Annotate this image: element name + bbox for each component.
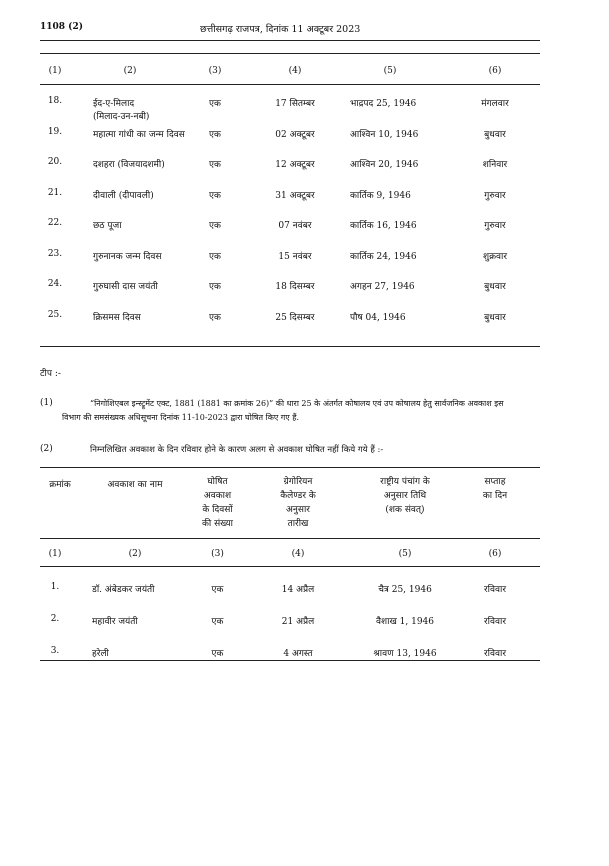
table-cell-days: एक — [209, 282, 221, 292]
column-number: (6) — [488, 66, 502, 76]
table-cell-saka: श्रावण 13, 1946 — [373, 649, 437, 659]
table-cell-date: 4 अगस्त — [283, 649, 313, 659]
table-cell-sn: 25. — [47, 310, 63, 320]
table-cell-day: बुधवार — [484, 282, 506, 292]
table-cell-sn: 23. — [47, 249, 63, 259]
divider — [40, 566, 540, 567]
notes-heading: टीप :- — [40, 369, 61, 379]
table-cell-name: गुरुनानक जन्म दिवस — [93, 252, 162, 262]
table2-header-serial: क्रमांक — [49, 480, 71, 490]
note-1-line-2: विभाग की समसंख्यक अधिसूचना दिनांक 11-10-2023 द्वारा घोषित किए गए हैं. — [62, 413, 300, 422]
table-cell-name: क्रिसमस दिवस — [93, 313, 141, 323]
table-cell-day: रविवार — [483, 617, 507, 627]
table-cell-sn: 21. — [47, 188, 63, 198]
header-line: अनुसार तिथि — [383, 491, 427, 501]
table-cell-days: एक — [211, 585, 224, 595]
table-cell-days: एक — [209, 252, 221, 262]
table-cell-date: 31 अक्टूबर — [275, 191, 315, 201]
table2-header-name: अवकाश का नाम — [107, 480, 163, 490]
column-number: (5) — [398, 549, 412, 559]
header-line: की संख्या — [201, 519, 233, 529]
table-cell-date: 17 सितम्बर — [275, 99, 315, 109]
table-cell-date: 12 अक्टूबर — [275, 160, 315, 170]
header-line: कैलेण्डर के — [280, 491, 316, 501]
page-number: 1108 (2) — [40, 22, 83, 32]
table-cell-day: गुरुवार — [484, 191, 506, 201]
divider — [40, 346, 540, 347]
table-cell-day: गुरुवार — [484, 221, 506, 231]
table-cell-date: 02 अक्टूबर — [275, 130, 315, 140]
divider — [40, 660, 540, 661]
column-number: (2) — [123, 66, 137, 76]
note-1-number: (1) — [40, 398, 53, 408]
table-cell-saka: आश्विन 10, 1946 — [350, 130, 419, 140]
column-number: (4) — [288, 66, 302, 76]
table-cell-name: ईद-ए-मिलाद — [93, 99, 135, 109]
table-cell-saka: चैत्र 25, 1946 — [378, 585, 432, 595]
header-line: राष्ट्रीय पंचांग के — [380, 477, 430, 487]
table-cell-days: एक — [209, 160, 221, 170]
divider — [40, 84, 540, 85]
table-cell-date: 07 नवंबर — [278, 221, 312, 231]
table-cell-sn: 24. — [47, 279, 63, 289]
table-cell-days: एक — [209, 99, 221, 109]
divider — [40, 40, 540, 41]
table-cell-days: एक — [209, 191, 221, 201]
table-cell-days: एक — [209, 130, 221, 140]
column-number: (4) — [291, 549, 305, 559]
table-cell-name: छठ पूजा — [93, 221, 122, 231]
note-1-line-1: “निगोशिएबल इन्स्ट्रूमेंट एक्ट, 1881 (1881 का क्रमांक 26)” की धारा 25 के अंतर्गत कोषालय एवं उप कोषालय हेतु सार्वजनिक अवकाश इस — [90, 399, 504, 408]
table-cell-days: एक — [211, 617, 224, 627]
table-cell-saka: भाद्रपद 25, 1946 — [350, 99, 417, 109]
table-cell-name: डॉ. अंबेडकर जयंती — [92, 585, 155, 595]
table2-header-saka — [350, 475, 460, 517]
column-number: (1) — [48, 66, 62, 76]
table-cell-saka: पौष 04, 1946 — [350, 313, 406, 323]
table2-header-date — [258, 475, 338, 531]
header-line: (शक संवत्) — [385, 505, 425, 515]
header-line: अवकाश — [203, 491, 232, 501]
table-cell-sn: 1. — [50, 582, 60, 592]
table-cell-saka: कार्तिक 16, 1946 — [350, 221, 417, 231]
column-number: (5) — [383, 66, 397, 76]
table-cell-day: बुधवार — [484, 130, 506, 140]
column-number: (1) — [48, 549, 62, 559]
table-cell-sn: 22. — [47, 218, 63, 228]
table-cell-day: शनिवार — [482, 160, 508, 170]
header-line: सप्ताह — [484, 477, 506, 487]
header-line: घोषित — [207, 477, 228, 487]
table-cell-sn: 3. — [50, 646, 60, 656]
table-cell-saka: अगहन 27, 1946 — [350, 282, 415, 292]
column-number: (2) — [128, 549, 142, 559]
table-cell-date: 18 दिसम्बर — [275, 282, 315, 292]
header-line: के दिवसों — [202, 505, 233, 515]
table2-header-weekday — [465, 475, 525, 503]
header-line: अनुसार — [286, 505, 310, 515]
table-cell-sn: 18. — [47, 96, 63, 106]
table-cell-day: बुधवार — [484, 313, 506, 323]
column-number: (3) — [211, 549, 224, 559]
table-cell-day: शुक्रवार — [482, 252, 508, 262]
column-number: (3) — [208, 66, 222, 76]
gazette-title: छत्तीसगढ़ राजपत्र, दिनांक 11 अक्टूबर 2023 — [200, 24, 361, 35]
table-cell-sn: 2. — [50, 614, 60, 624]
table-cell-saka: कार्तिक 9, 1946 — [350, 191, 411, 201]
table-cell-sn: 19. — [47, 127, 63, 137]
table-cell-saka: वैशाख 1, 1946 — [375, 617, 435, 627]
table-cell-saka: आश्विन 20, 1946 — [350, 160, 419, 170]
table-cell-day: रविवार — [483, 649, 507, 659]
header-line: तारीख — [287, 519, 309, 529]
table-cell-date: 25 दिसम्बर — [275, 313, 315, 323]
table-cell-date: 14 अप्रैल — [281, 585, 315, 595]
divider — [40, 53, 540, 54]
header-line: का दिन — [482, 491, 508, 501]
table-cell-name: हरेली — [92, 649, 109, 659]
table-cell-name: दशहरा (विजयादशमी) — [93, 160, 165, 170]
divider — [40, 538, 540, 539]
table-cell-saka: कार्तिक 24, 1946 — [350, 252, 417, 262]
header-line: ग्रेगोरियन — [283, 477, 313, 487]
column-number: (6) — [488, 549, 502, 559]
table-cell-day: मंगलवार — [481, 99, 509, 109]
table-cell-days: एक — [209, 313, 221, 323]
table-cell-name: दीवाली (दीपावली) — [93, 191, 154, 201]
table-cell-date: 21 अप्रैल — [281, 617, 315, 627]
table-cell-name: महात्मा गांधी का जन्म दिवस — [93, 130, 185, 140]
divider — [40, 467, 540, 468]
table-cell-sn: 20. — [47, 157, 63, 167]
table-cell-day: रविवार — [483, 585, 507, 595]
note-2-number: (2) — [40, 444, 53, 454]
table2-header-days — [190, 475, 245, 531]
table-cell-date: 15 नवंबर — [278, 252, 312, 262]
table-cell-name: गुरुघासी दास जयंती — [93, 282, 158, 292]
table-cell-name: महावीर जयंती — [92, 617, 138, 627]
table-cell-days: एक — [211, 649, 224, 659]
table-cell-days: एक — [209, 221, 221, 231]
table-cell-name-line2: (मिलाद-उन-नबी) — [93, 112, 150, 122]
note-2-text: निम्नलिखित अवकाश के दिन रविवार होने के कारण अलग से अवकाश घोषित नहीं किये गये हैं :- — [90, 445, 384, 455]
